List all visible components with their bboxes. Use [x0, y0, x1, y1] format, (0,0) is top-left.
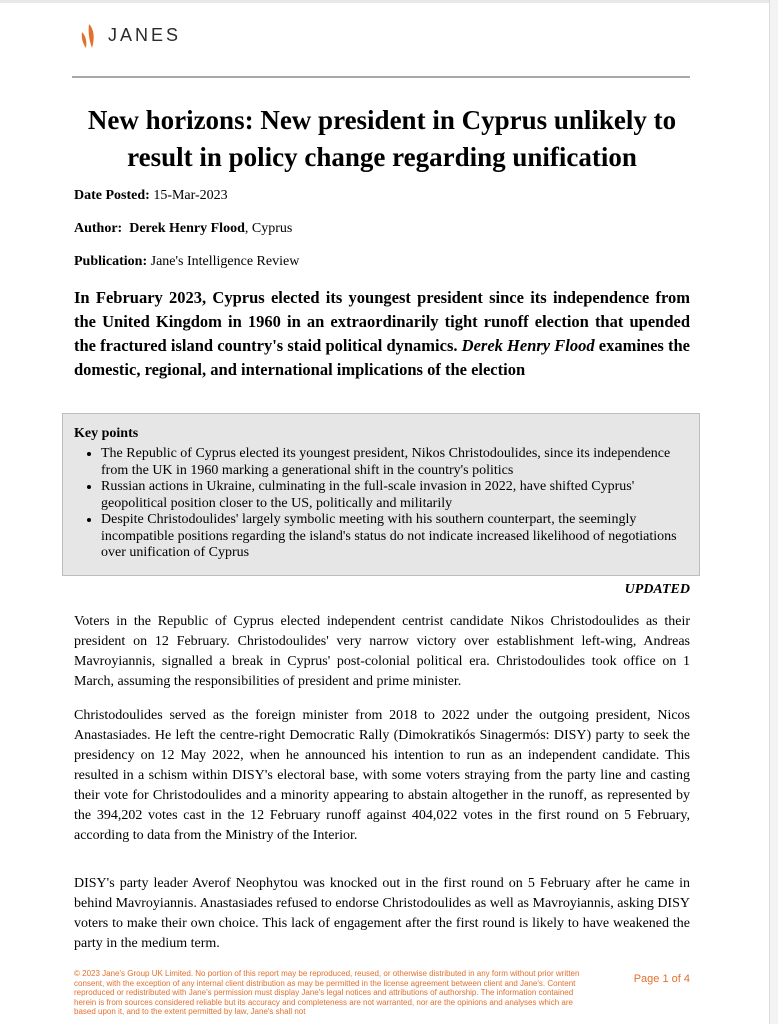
publication-value: Jane's Intelligence Review — [150, 254, 300, 269]
abstract-author: Derek Henry Flood — [461, 336, 595, 355]
page-top-edge — [0, 0, 778, 3]
article-abstract — [74, 286, 690, 382]
date-posted-line — [74, 188, 228, 204]
key-points-box — [62, 413, 700, 576]
body-paragraph: DISY's party leader Averof Neophytou was knocked out in the first round on 5 February after he came in behind Mavroyiannis. Anastasiades refused to endorse Christodoulides as well as Mavroyiannis, asking DISY voters to make their own choice. This lack of engagement after the first round is likely to have weakened the party in the medium term. — [74, 876, 690, 951]
author-location: , Cyprus — [244, 221, 293, 236]
janes-logo — [80, 22, 181, 48]
date-posted-value: 15-Mar-2023 — [153, 188, 228, 203]
author-name: Derek Henry Flood — [129, 221, 245, 236]
janes-logo-text: JANES — [108, 24, 182, 45]
body-paragraph: Voters in the Republic of Cyprus elected independent centrist candidate Nikos Christodoulides as their president on 12 February. Christodoulides' very narrow victory over establishment left-wing, Andreas Mavroyiannis, signalled a break in Cyprus' post-colonial political era. Christodoulides took office on 1 March, assuming the responsibilities of president and prime minister. — [74, 614, 690, 689]
header-divider — [72, 76, 690, 78]
body-paragraph: Christodoulides served as the foreign minister from 2018 to 2022 under the outgoing president, Nicos Anastasiades. He left the centre-right Democratic Rally (Dimokratikós Sinagermós: DISY) party to seek the presidency on 12 May 2022, when he announced his intention to run as an independent candidate. This resulted in a schism within DISY's electoral base, with some voters straying from the party line and casting their vote for Christodoulides and a minority appearing to abstain altogether in the runoff, as represented by the 394,202 votes cast in the 12 February runoff against 404,022 votes in the first round on 5 February, according to data from the Ministry of the Interior. — [74, 708, 690, 843]
key-point-item: • Russian actions in Ukraine, culminating in the full-scale invasion in 2022, have shifted Cyprus' geopolitical position closer to the US, politically and militarily — [101, 479, 686, 512]
viewer-scrollbar[interactable] — [769, 0, 778, 1024]
key-point-item: • The Republic of Cyprus elected its youngest president, Nikos Christodoulides, since its independence from the UK in 1960 marking a generational shift in the country's politics — [101, 446, 686, 479]
footer-disclaimer: © 2023 Jane's Group UK Limited. No portion of this report may be reproduced, reused, or otherwise distributed in any form without prior written consent, with the exception of any internal client distribution as may be permitted in the license agreement between client and Jane's. Content reproduced or redistributed with Jane's permission must display Jane's legal notices and attributions of authorship. The information contained herein is from sources considered reliable but its accuracy and completeness are not warranted, nor are the opinions and analyses which are based upon it, and to the extent permitted by law, Jane's shall not — [74, 969, 580, 1016]
key-points-heading: Key points — [74, 426, 139, 441]
key-points-list — [83, 446, 686, 562]
janes-logo-icon — [80, 22, 98, 48]
abstract-text-2: examines the domestic, regional, and international implications of the election — [74, 336, 691, 379]
author-label: Author: — [74, 221, 123, 236]
author-line — [74, 221, 292, 237]
article-title: New horizons: New president in Cyprus unlikely to result in policy change regarding unification — [87, 105, 677, 172]
page-number: Page 1 of 4 — [633, 973, 690, 985]
publication-label: Publication: — [74, 254, 148, 269]
publication-line — [74, 254, 299, 270]
updated-label: UPDATED — [624, 582, 690, 597]
key-point-item: • Despite Christodoulides' largely symbolic meeting with his southern counterpart, the seemingly incompatible positions regarding the island's status do not indicate increased likelihood of negotiations over unification of Cyprus — [101, 512, 686, 562]
abstract-text-1: In February 2023, Cyprus elected its youngest president since its independence from the United Kingdom in 1960 in an extraordinarily tight runoff election that upended the fractured island country's staid political dynamics. — [74, 288, 690, 355]
date-posted-label: Date Posted: — [74, 188, 150, 203]
